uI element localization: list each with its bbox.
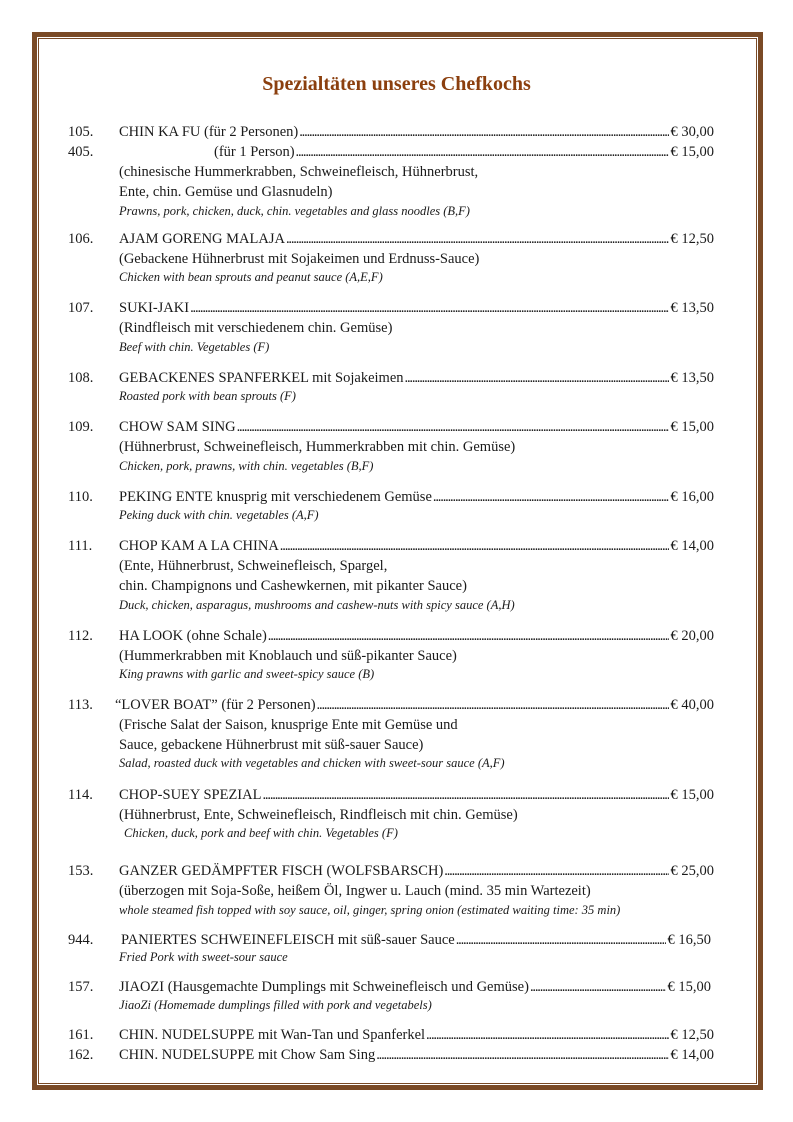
item-english: Salad, roasted duck with vegetables and chicken with sweet-sour sauce (A,F) bbox=[119, 756, 505, 770]
item-price: € 16,50 bbox=[667, 932, 711, 948]
item-english: Prawns, pork, chicken, duck, chin. vegetables and glass noodles (B,F) bbox=[119, 204, 470, 218]
item-number: 944. bbox=[68, 932, 94, 948]
item-english: whole steamed fish topped with soy sauce, oil, ginger, spring onion (estimated waiting time: 35 min) bbox=[119, 903, 621, 917]
item-price: € 25,00 bbox=[670, 863, 714, 879]
menu-item-114 bbox=[0, 785, 793, 805]
item-number: 105. bbox=[68, 124, 94, 140]
menu-item-105 bbox=[0, 122, 793, 142]
menu-item-110 bbox=[0, 487, 793, 507]
menu-item-112 bbox=[0, 626, 793, 646]
item-price: € 13,50 bbox=[670, 300, 714, 316]
item-name: “LOVER BOAT” (für 2 Personen) bbox=[115, 697, 316, 713]
item-number: 161. bbox=[68, 1027, 94, 1043]
item-number: 113. bbox=[68, 697, 93, 713]
item-number: 112. bbox=[68, 628, 93, 644]
item-price: € 15,00 bbox=[670, 419, 714, 435]
item-price: € 12,50 bbox=[670, 231, 714, 247]
item-description: (Gebackene Hühnerbrust mit Sojakeimen und Erdnuss-Sauce) bbox=[119, 251, 480, 267]
item-name: PEKING ENTE knusprig mit verschiedenem Gemüse bbox=[119, 489, 432, 505]
item-price: € 12,50 bbox=[670, 1027, 714, 1043]
menu-item-111 bbox=[0, 536, 793, 556]
item-english: King prawns with garlic and sweet-spicy sauce (B) bbox=[119, 667, 375, 681]
menu-item-405 bbox=[0, 142, 793, 162]
menu-item-108 bbox=[0, 368, 793, 388]
menu-item-162 bbox=[0, 1045, 793, 1065]
menu-item-153 bbox=[0, 861, 793, 881]
item-number: 111. bbox=[68, 538, 93, 554]
item-english: JiaoZi (Homemade dumplings filled with pork and vegetabels) bbox=[119, 998, 432, 1012]
item-description: (chinesische Hummerkrabben, Schweinefleisch, Hühnerbrust, bbox=[119, 164, 479, 180]
item-description: (Hühnerbrust, Schweinefleisch, Hummerkrabben mit chin. Gemüse) bbox=[119, 439, 516, 455]
item-number: 114. bbox=[68, 787, 93, 803]
menu-item-107 bbox=[0, 298, 793, 318]
item-price: € 15,00 bbox=[670, 787, 714, 803]
item-price: € 30,00 bbox=[670, 124, 714, 140]
item-name: GEBACKENES SPANFERKEL mit Sojakeimen bbox=[119, 370, 404, 386]
item-name: GANZER GEDÄMPFTER FISCH (WOLFSBARSCH) bbox=[119, 863, 444, 879]
item-name: JIAOZI (Hausgemachte Dumplings mit Schweinefleisch und Gemüse) bbox=[119, 979, 529, 995]
menu-item-161 bbox=[0, 1025, 793, 1045]
item-name: (für 1 Person) bbox=[214, 144, 295, 160]
item-name: CHIN. NUDELSUPPE mit Wan-Tan und Spanferkel bbox=[119, 1027, 426, 1043]
item-number: 108. bbox=[68, 370, 94, 386]
item-price: € 20,00 bbox=[670, 628, 714, 644]
item-english: Chicken, duck, pork and beef with chin. Vegetables (F) bbox=[124, 826, 398, 840]
item-number: 106. bbox=[68, 231, 94, 247]
item-name: CHIN. NUDELSUPPE mit Chow Sam Sing bbox=[119, 1047, 376, 1063]
menu-item-106 bbox=[0, 229, 793, 249]
item-description: (Frische Salat der Saison, knusprige Ente mit Gemüse und bbox=[119, 717, 458, 733]
item-number: 162. bbox=[68, 1047, 94, 1063]
item-name: CHOW SAM SING bbox=[119, 419, 236, 435]
item-name: CHOP KAM A LA CHINA bbox=[119, 538, 279, 554]
item-number: 157. bbox=[68, 979, 94, 995]
item-price: € 40,00 bbox=[670, 697, 714, 713]
menu-title: Spezialtäten unseres Chefkochs bbox=[262, 73, 531, 95]
menu-item-157 bbox=[0, 977, 793, 997]
item-english: Roasted pork with bean sprouts (F) bbox=[119, 389, 296, 403]
item-description: (überzogen mit Soja-Soße, heißem Öl, Ingwer u. Lauch (mind. 35 min Wartezeit) bbox=[119, 883, 591, 899]
item-english: Fried Pork with sweet-sour sauce bbox=[119, 950, 288, 964]
item-price: € 15,00 bbox=[670, 144, 714, 160]
menu-item-113 bbox=[0, 695, 793, 715]
item-description: (Hühnerbrust, Ente, Schweinefleisch, Rindfleisch mit chin. Gemüse) bbox=[119, 807, 518, 823]
item-number: 109. bbox=[68, 419, 94, 435]
item-english: Chicken with bean sprouts and peanut sauce (A,E,F) bbox=[119, 270, 383, 284]
item-number: 110. bbox=[68, 489, 93, 505]
item-name: AJAM GORENG MALAJA bbox=[119, 231, 285, 247]
item-name: SUKI-JAKI bbox=[119, 300, 190, 316]
item-price: € 14,00 bbox=[670, 1047, 714, 1063]
item-name: CHIN KA FU (für 2 Personen) bbox=[119, 124, 299, 140]
item-english: Beef with chin. Vegetables (F) bbox=[119, 340, 270, 354]
item-price: € 16,00 bbox=[670, 489, 714, 505]
item-price: € 14,00 bbox=[670, 538, 714, 554]
item-description: chin. Champignons und Cashewkernen, mit pikanter Sauce) bbox=[119, 578, 467, 594]
item-english: Chicken, pork, prawns, with chin. vegetables (B,F) bbox=[119, 459, 374, 473]
item-number: 153. bbox=[68, 863, 94, 879]
item-english: Duck, chicken, asparagus, mushrooms and cashew-nuts with spicy sauce (A,H) bbox=[119, 598, 515, 612]
item-number: 107. bbox=[68, 300, 94, 316]
item-description: (Ente, Hühnerbrust, Schweinefleisch, Spargel, bbox=[119, 558, 388, 574]
item-english: Peking duck with chin. vegetables (A,F) bbox=[119, 508, 319, 522]
item-name: CHOP-SUEY SPEZIAL bbox=[119, 787, 262, 803]
item-description: Sauce, gebackene Hühnerbrust mit süß-sauer Sauce) bbox=[119, 737, 424, 753]
item-description: (Hummerkrabben mit Knoblauch und süß-pikanter Sauce) bbox=[119, 648, 457, 664]
item-description: Ente, chin. Gemüse und Glasnudeln) bbox=[119, 184, 333, 200]
item-price: € 13,50 bbox=[670, 370, 714, 386]
item-name: HA LOOK (ohne Schale) bbox=[119, 628, 267, 644]
item-name: PANIERTES SCHWEINEFLEISCH mit süß-sauer Sauce bbox=[121, 932, 455, 948]
menu-item-109 bbox=[0, 417, 793, 437]
item-description: (Rindfleisch mit verschiedenem chin. Gemüse) bbox=[119, 320, 393, 336]
item-price: € 15,00 bbox=[667, 979, 711, 995]
item-number: 405. bbox=[68, 144, 94, 160]
